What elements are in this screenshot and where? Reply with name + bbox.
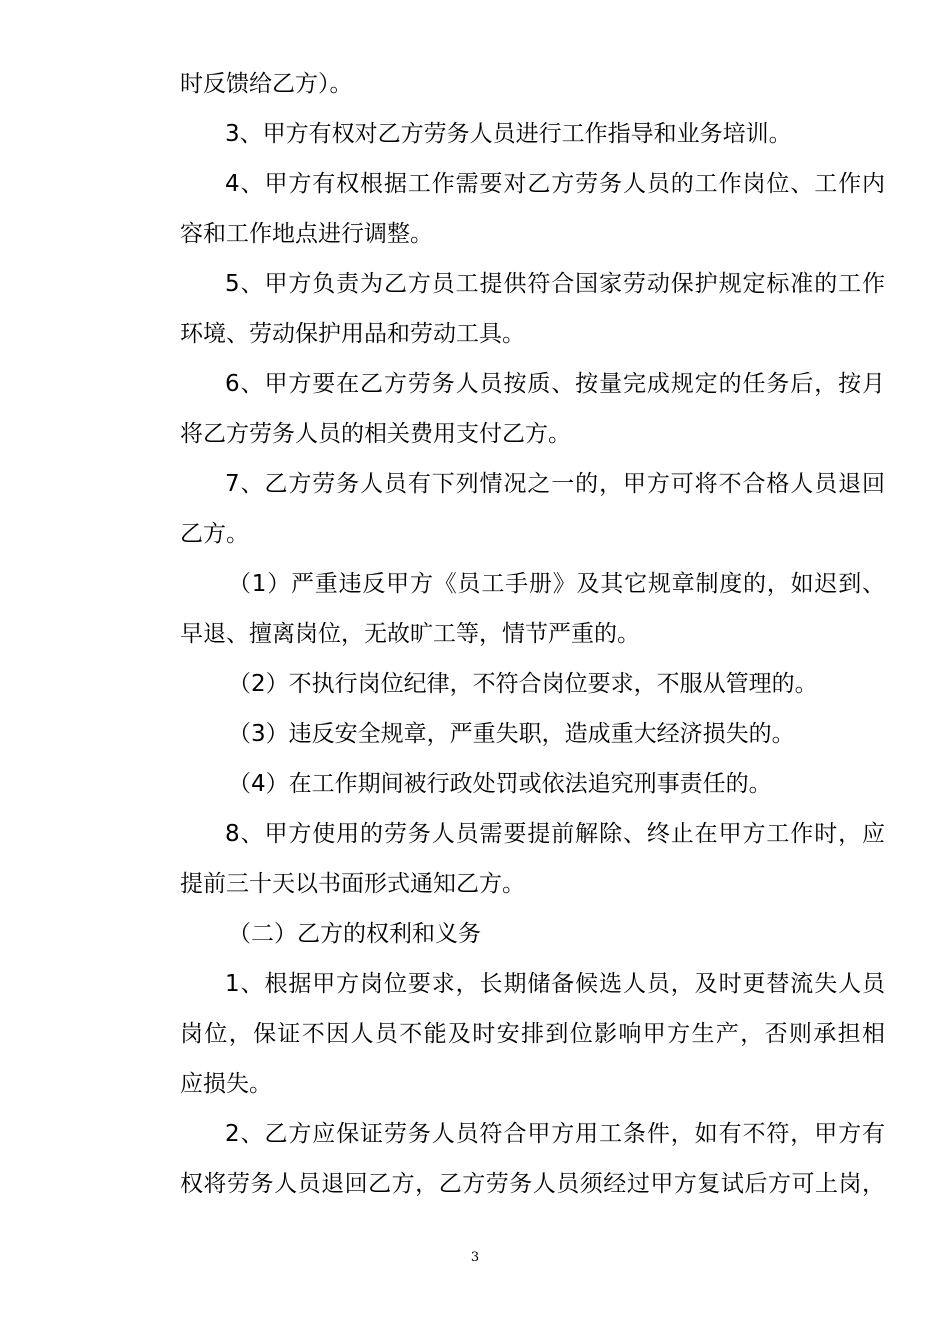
page-number: 3 (470, 1250, 480, 1265)
text-line: （4）在工作期间被行政处罚或依法追究刑事责任的。 (228, 771, 772, 797)
text-line: （2）不执行岗位纪律，不符合岗位要求，不服从管理的。 (228, 671, 818, 697)
text-line: （1）严重违反甲方《员工手册》及其它规章制度的，如迟到、 (228, 571, 885, 597)
text-line: 早退、擅离岗位，无故旷工等，情节严重的。 (180, 621, 640, 647)
text-line: 容和工作地点进行调整。 (180, 221, 433, 247)
text-line: （3）违反安全规章，严重失职，造成重大经济损失的。 (228, 721, 795, 747)
text-line: 岗位，保证不因人员不能及时安排到位影响甲方生产，否则承担相 (180, 1021, 885, 1047)
text-line: 4、甲方有权根据工作需要对乙方劳务人员的工作岗位、工作内 (225, 171, 885, 197)
text-line: 8、甲方使用的劳务人员需要提前解除、终止在甲方工作时，应 (225, 821, 885, 847)
text-line: 2、乙方应保证劳务人员符合甲方用工条件，如有不符，甲方有 (225, 1121, 885, 1147)
text-line: 5、甲方负责为乙方员工提供符合国家劳动保护规定标准的工作 (225, 271, 885, 297)
text-line: 时反馈给乙方）。 (180, 71, 353, 97)
text-line: 应损失。 (180, 1071, 272, 1097)
text-line: 7、乙方劳务人员有下列情况之一的，甲方可将不合格人员退回 (225, 471, 885, 497)
text-line: 环境、劳动保护用品和劳动工具。 (180, 321, 525, 347)
text-line: 3、甲方有权对乙方劳务人员进行工作指导和业务培训。 (225, 121, 792, 147)
text-line: 权将劳务人员退回乙方，乙方劳务人员须经过甲方复试后方可上岗， (180, 1171, 885, 1197)
text-line: 6、甲方要在乙方劳务人员按质、按量完成规定的任务后，按月 (225, 371, 885, 397)
text-line: 乙方。 (180, 521, 249, 547)
text-line: 1、根据甲方岗位要求，长期储备候选人员，及时更替流失人员 (225, 971, 885, 997)
section-heading: （二）乙方的权利和义务 (228, 921, 481, 947)
text-line: 提前三十天以书面形式通知乙方。 (180, 871, 525, 897)
text-line: 将乙方劳务人员的相关费用支付乙方。 (180, 421, 571, 447)
